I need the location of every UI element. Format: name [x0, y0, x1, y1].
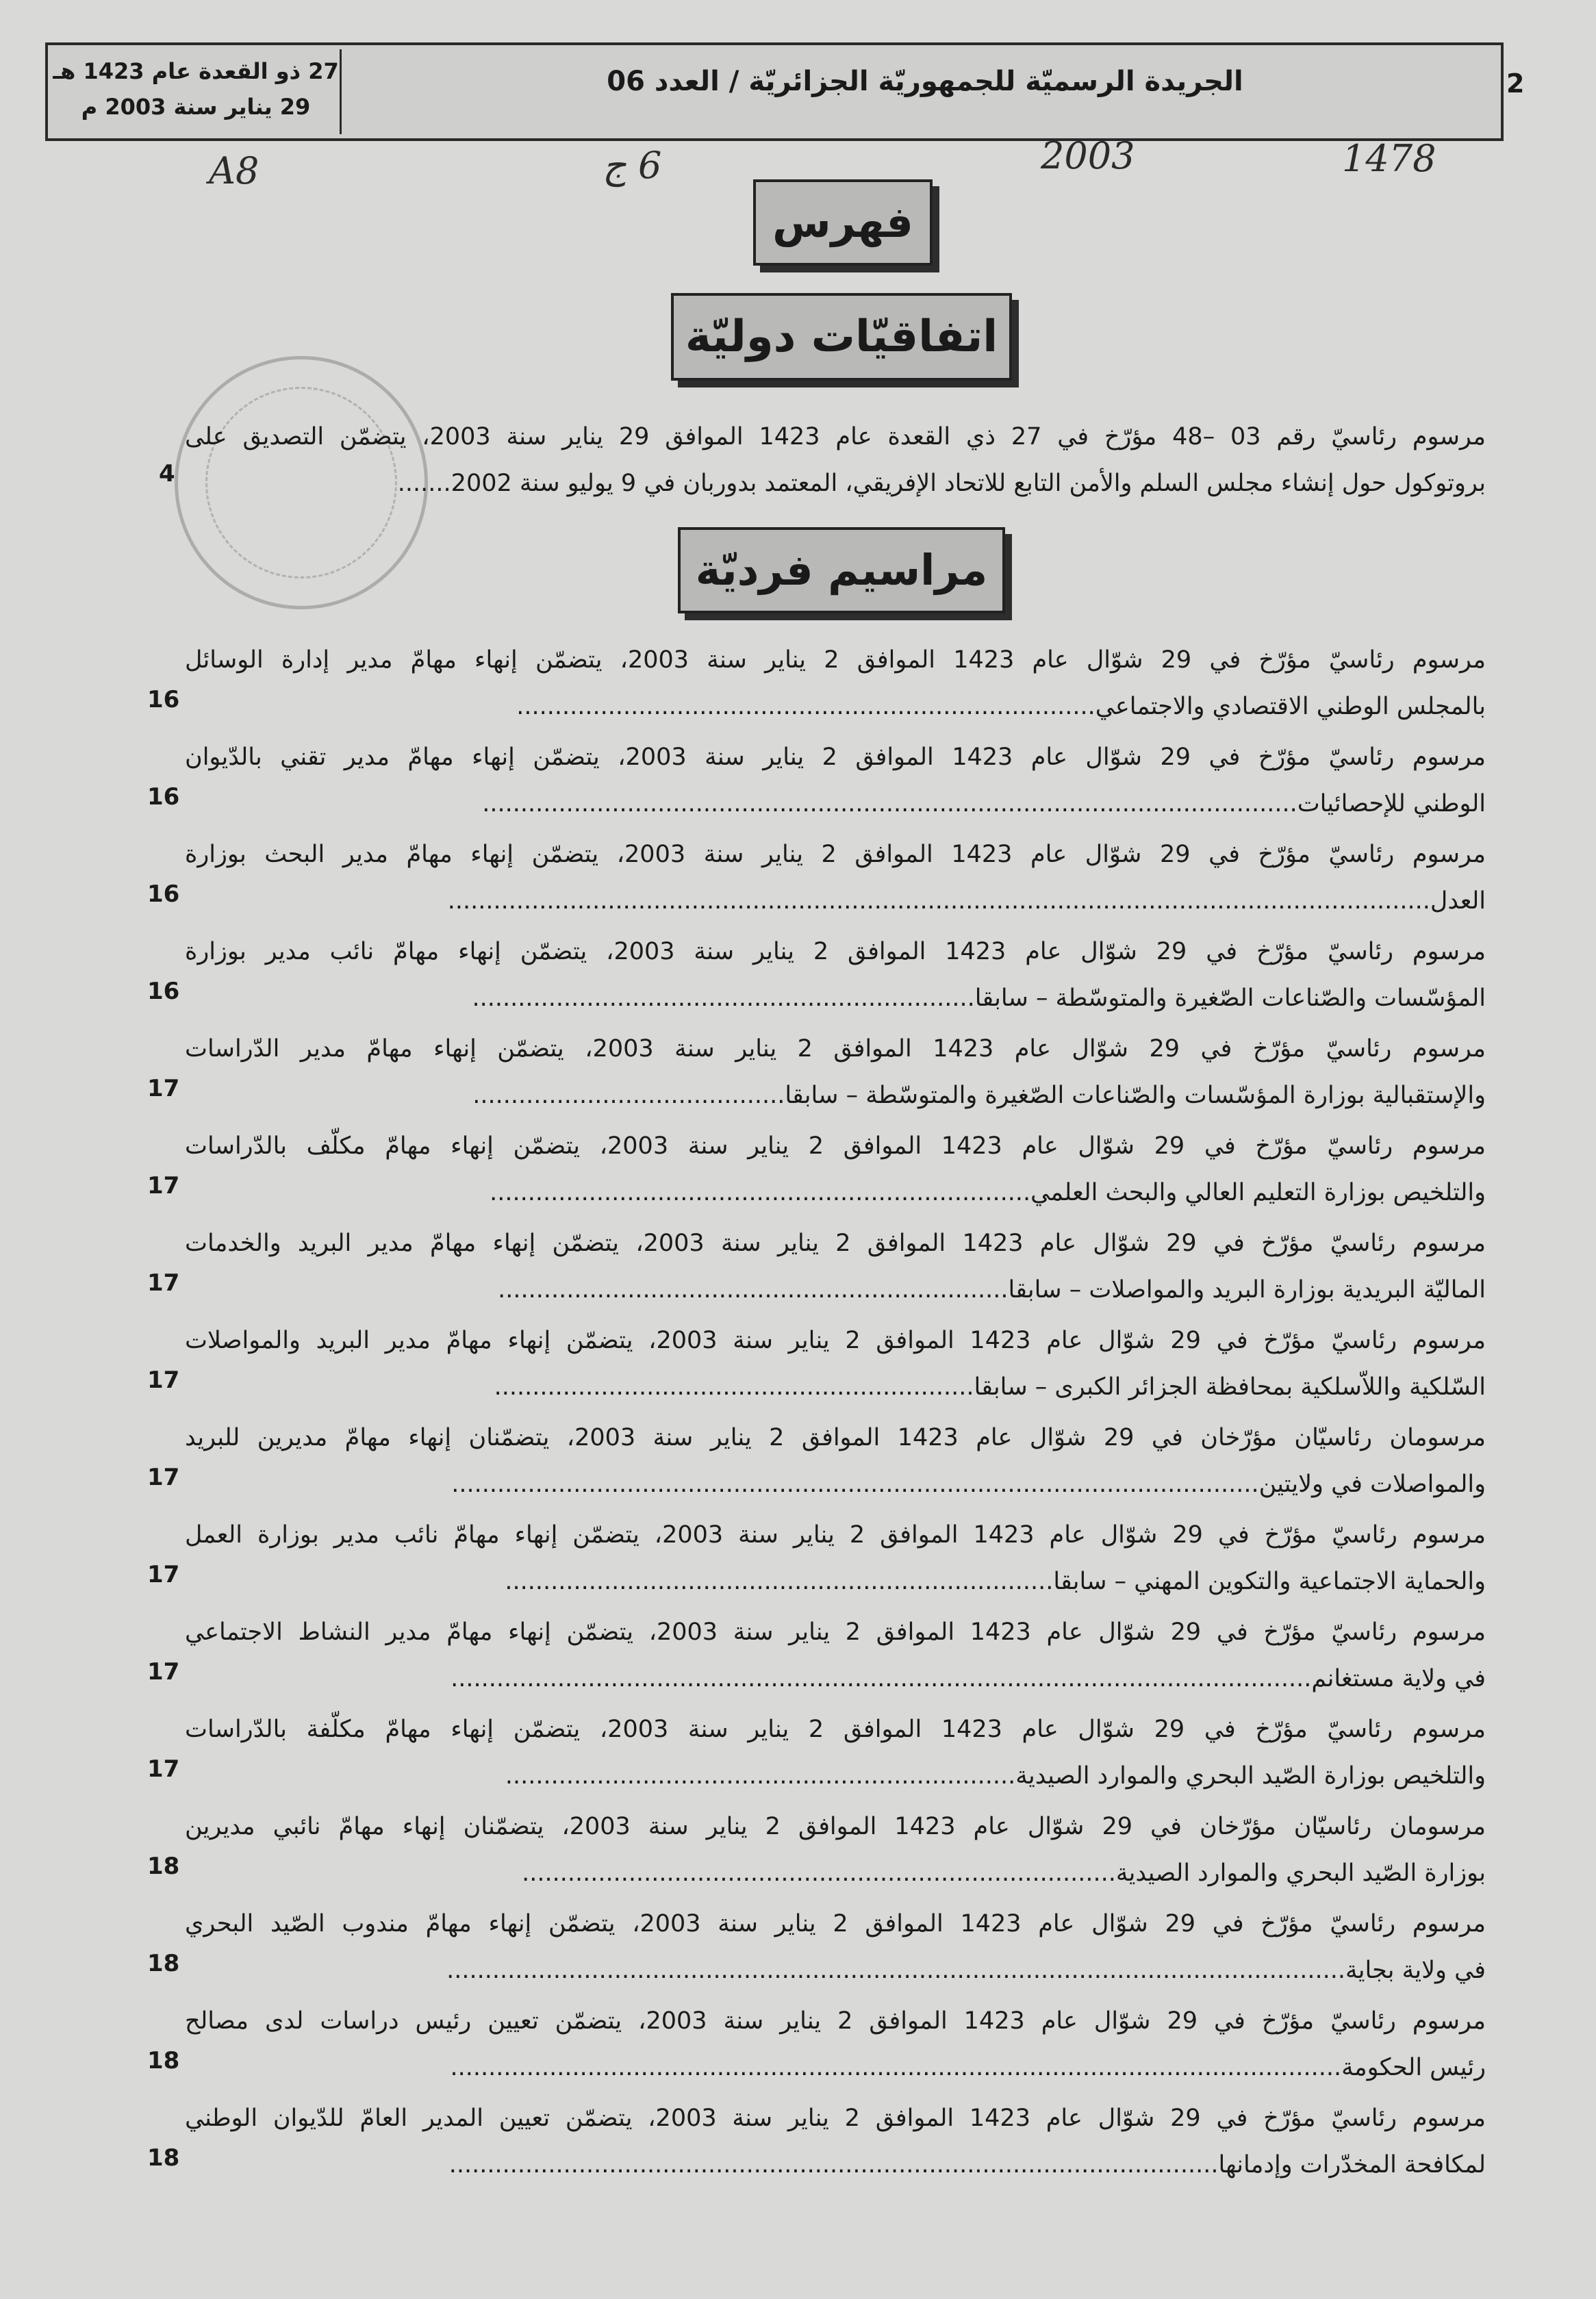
intl-entry[interactable] [185, 414, 1486, 507]
entry-page-number: 17 [147, 1367, 180, 1394]
entry-line-1: مرسوم رئاسيّ مؤرّخ في 29 شوّال عام 1423 الموافق 2 يناير سنة 2003، يتضمّن إنهاء مهامّ مدير النشاط الاجتماعي [185, 1618, 1486, 1646]
decree-entry[interactable] [185, 1706, 1486, 1799]
page-number: 2 [1506, 68, 1525, 99]
gazette-header [45, 42, 1504, 141]
decree-entry[interactable] [185, 1609, 1486, 1702]
handwritten-year: 2003 [1041, 134, 1135, 177]
entry-page-number: 17 [147, 1755, 180, 1783]
entry-line-1: مرسومان رئاسيّان مؤرّخان في 29 شوّال عام 1423 الموافق 2 يناير سنة 2003، يتضمّنان إنهاء مهامّ مديرين للبريد [185, 1424, 1486, 1451]
entry-line-2: بوزارة الصّيد البحري والموارد الصيدية.............................................................................. [522, 1859, 1486, 1887]
entry-line-2: والمواصلات في ولايتين.......................................................................................................... [451, 1471, 1486, 1498]
entry-line-1: مرسوم رئاسيّ مؤرّخ في 29 شوّال عام 1423 الموافق 2 يناير سنة 2003، يتضمّن إنهاء مهامّ مدير إدارة الوسائل [185, 646, 1486, 674]
entry-line-2: المؤسّسات والصّناعات الصّغيرة والمتوسّطة – سابقا.................................................................. [472, 985, 1486, 1012]
entry-line-1: مرسوم رئاسيّ مؤرّخ في 29 شوّال عام 1423 الموافق 2 يناير سنة 2003، يتضمّن إنهاء مهامّ مدير البريد والمواصلات [185, 1327, 1486, 1354]
entry-line-1: مرسومان رئاسيّان مؤرّخان في 29 شوّال عام 1423 الموافق 2 يناير سنة 2003، يتضمّنان إنهاء مهامّ نائبي مديرين [185, 1813, 1486, 1840]
gazette-title: الجريدة الرسميّة للجمهوريّة الجزائريّة / العدد 06 [607, 66, 1243, 97]
entry-line-2: في ولاية بجاية...................................................................................................................... [446, 1957, 1486, 1984]
entry-line-1: مرسوم رئاسيّ رقم 03 –48 مؤرّخ في 27 ذي القعدة عام 1423 الموافق 29 يناير سنة 2003، يتضمّن التصديق على [185, 423, 1486, 450]
decree-entry[interactable] [185, 1317, 1486, 1410]
entry-line-2: في ولاية مستغانم................................................................................................................. [451, 1665, 1486, 1692]
decree-entry[interactable] [185, 1220, 1486, 1313]
decree-entry[interactable] [185, 637, 1486, 730]
entry-line-2: والحماية الاجتماعية والتكوين المهني – سابقا........................................................................ [505, 1568, 1486, 1595]
decree-entry[interactable] [185, 2095, 1486, 2188]
decree-entry[interactable] [185, 1123, 1486, 1216]
entry-page-number: 17 [147, 1658, 180, 1686]
entry-page-number: 16 [147, 978, 180, 1005]
intl-entry-page: 4 [159, 460, 175, 487]
entry-line-1: مرسوم رئاسيّ مؤرّخ في 29 شوّال عام 1423 الموافق 2 يناير سنة 2003، يتضمّن تعيين رئيس دراسات لدى مصالح [185, 2007, 1486, 2035]
individual-decrees-title: مراسيم فرديّة [678, 527, 1005, 613]
entry-line-2: والإستقبالية بوزارة المؤسّسات والصّناعات الصّغيرة والمتوسّطة – سابقا......................................... [472, 1082, 1486, 1109]
entry-page-number: 18 [147, 1853, 180, 1880]
decree-entry[interactable] [185, 1998, 1486, 2091]
entry-page-number: 18 [147, 1950, 180, 1977]
entry-line-1: مرسوم رئاسيّ مؤرّخ في 29 شوّال عام 1423 الموافق 2 يناير سنة 2003، يتضمّن إنهاء مهامّ مكلّف بالدّراسات [185, 1132, 1486, 1160]
entry-page-number: 17 [147, 1269, 180, 1297]
decree-entry[interactable] [185, 734, 1486, 827]
entry-line-2: بالمجلس الوطني الاقتصادي والاجتماعي............................................................................ [516, 693, 1486, 720]
entry-page-number: 17 [147, 1561, 180, 1588]
entry-page-number: 16 [147, 783, 180, 811]
entry-line-2: والتلخيص بوزارة التعليم العالي والبحث العلمي....................................................................... [490, 1179, 1486, 1206]
international-agreements-title: اتفاقيّات دوليّة [671, 293, 1012, 381]
handwritten-code: A8 [209, 149, 259, 192]
entry-line-1: مرسوم رئاسيّ مؤرّخ في 29 شوّال عام 1423 الموافق 2 يناير سنة 2003، يتضمّن إنهاء مهامّ مدير البحث بوزارة [185, 841, 1486, 868]
entry-line-1: مرسوم رئاسيّ مؤرّخ في 29 شوّال عام 1423 الموافق 2 يناير سنة 2003، يتضمّن إنهاء مهامّ مدير تقني بالدّيوان [185, 744, 1486, 771]
entry-line-2: الوطني للإحصائيات........................................................................................................... [482, 790, 1486, 817]
header-date [52, 49, 342, 134]
entry-line-1: مرسوم رئاسيّ مؤرّخ في 29 شوّال عام 1423 الموافق 2 يناير سنة 2003، يتضمّن إنهاء مهامّ مدير البريد والخدمات [185, 1230, 1486, 1257]
entry-page-number: 18 [147, 2144, 180, 2172]
decree-entry[interactable] [185, 1803, 1486, 1896]
decree-entry[interactable] [185, 928, 1486, 1021]
entry-page-number: 16 [147, 686, 180, 713]
handwritten-volume: 6 ج [603, 144, 662, 187]
decree-entry[interactable] [185, 1512, 1486, 1605]
entry-line-1: مرسوم رئاسيّ مؤرّخ في 29 شوّال عام 1423 الموافق 2 يناير سنة 2003، يتضمّن إنهاء مهامّ مندوب الصّيد البحري [185, 1910, 1486, 1938]
entry-line-2: بروتوكول حول إنشاء مجلس السلم والأمن التابع للاتحاد الإفريقي، المعتمد بدوربان في 9 يوليو سنة 2002....... [397, 470, 1486, 497]
entry-line-2: والتلخيص بوزارة الصّيد البحري والموارد الصيدية................................................................... [505, 1762, 1486, 1790]
entry-page-number: 17 [147, 1464, 180, 1491]
entry-line-1: مرسوم رئاسيّ مؤرّخ في 29 شوّال عام 1423 الموافق 2 يناير سنة 2003، يتضمّن إنهاء مهامّ نائب مدير بوزارة [185, 938, 1486, 965]
decree-entry[interactable] [185, 831, 1486, 924]
entry-line-2: السّلكية واللاّسلكية بمحافظة الجزائر الكبرى – سابقا............................................................... [494, 1373, 1486, 1401]
decree-entry[interactable] [185, 1414, 1486, 1508]
entry-line-1: مرسوم رئاسيّ مؤرّخ في 29 شوّال عام 1423 الموافق 2 يناير سنة 2003، يتضمّن تعيين المدير العامّ للدّيوان الوطني [185, 2105, 1486, 2132]
decree-entry[interactable] [185, 1901, 1486, 1994]
entry-line-1: مرسوم رئاسيّ مؤرّخ في 29 شوّال عام 1423 الموافق 2 يناير سنة 2003، يتضمّن إنهاء مهامّ مدير الدّراسات [185, 1035, 1486, 1063]
index-title: فهرس [753, 179, 933, 266]
entry-page-number: 17 [147, 1075, 180, 1102]
entry-line-1: مرسوم رئاسيّ مؤرّخ في 29 شوّال عام 1423 الموافق 2 يناير سنة 2003، يتضمّن إنهاء مهامّ مكلّفة بالدّراسات [185, 1716, 1486, 1743]
handwritten-number: 1478 [1342, 137, 1436, 180]
date-hijri: 27 ذو القعدة عام 1423 هـ [53, 58, 339, 84]
entry-page-number: 17 [147, 1172, 180, 1199]
entry-line-2: لمكافحة المخدّرات وإدمانها..................................................................................................... [448, 2151, 1486, 2179]
entry-line-1: مرسوم رئاسيّ مؤرّخ في 29 شوّال عام 1423 الموافق 2 يناير سنة 2003، يتضمّن إنهاء مهامّ نائب مدير بوزارة العمل [185, 1521, 1486, 1549]
entry-page-number: 18 [147, 2047, 180, 2074]
entry-line-2: العدل................................................................................................................................. [447, 887, 1486, 915]
decree-entry[interactable] [185, 1026, 1486, 1119]
date-gregorian: 29 يناير سنة 2003 م [81, 94, 311, 120]
entry-line-2: الماليّة البريدية بوزارة البريد والمواصلات – سابقا................................................................... [498, 1276, 1486, 1304]
entry-line-2: رئيس الحكومة..................................................................................................................... [450, 2054, 1486, 2081]
entry-page-number: 16 [147, 880, 180, 908]
